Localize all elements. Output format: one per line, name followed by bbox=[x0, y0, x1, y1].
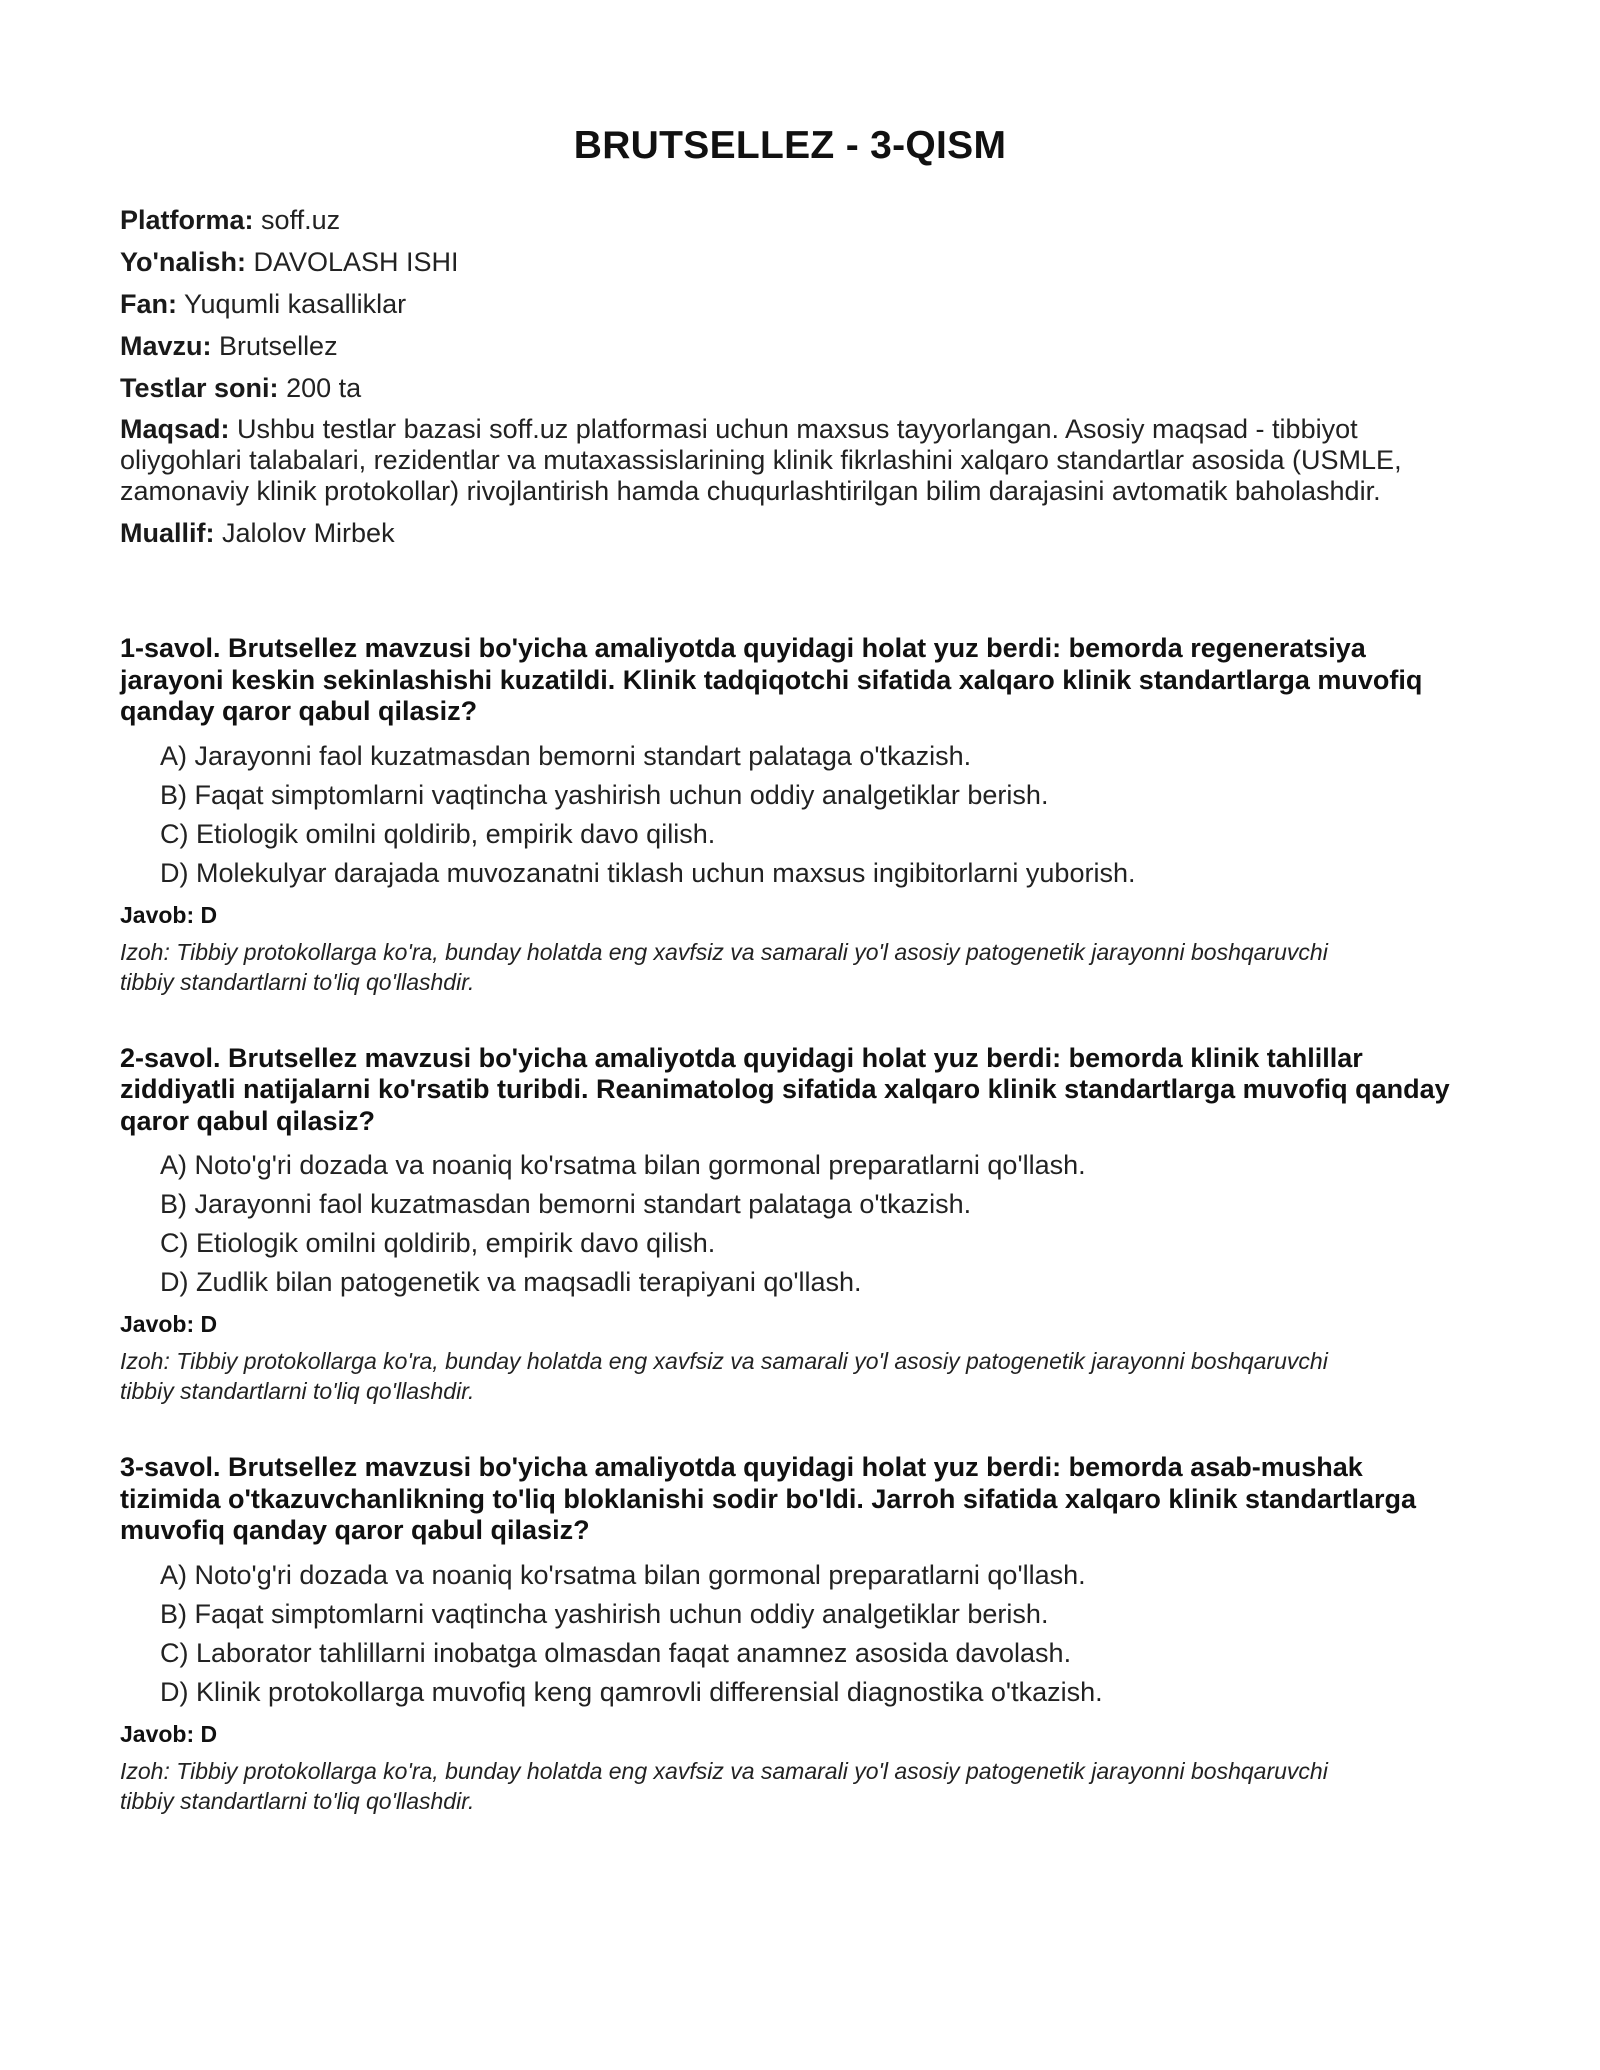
meta-label: Mavzu: bbox=[120, 331, 212, 361]
explanation: Izoh: Tibbiy protokollarga ko'ra, bunday holatda eng xavfsiz va samarali yo'l asosiy patogenetik jarayonni boshqaruvchi tibbiy standartlarni to'liq qo'llashdir. bbox=[120, 1348, 1328, 1404]
question-text: 3-savol. Brutsellez mavzusi bo'yicha amaliyotda quyidagi holat yuz berdi: bemorda asab-mushak tizimida o'tkazuvchanlikning to'liq bloklanishi sodir bo'ldi. Jarroh sifatida xalqaro klinik standartlarga muvofiq qanday qaror qabul qilasiz? bbox=[120, 1452, 1417, 1545]
meta-label: Muallif: bbox=[120, 518, 215, 548]
meta-platforma bbox=[120, 204, 1460, 236]
question-text: 2-savol. Brutsellez mavzusi bo'yicha amaliyotda quyidagi holat yuz berdi: bemorda klinik tahlillar ziddiyatli natijalarni ko'rsatib turibdi. Reanimatolog sifatida xalqaro klinik standartlarga muvofiq qanday qaror qabul qilasiz? bbox=[120, 1042, 1450, 1136]
option-c: C) Etiologik omilni qoldirib, empirik davo qilish. bbox=[160, 818, 716, 849]
answer-label: Javob: D bbox=[120, 901, 218, 928]
questions-list bbox=[120, 633, 1460, 1816]
option-d: D) Zudlik bilan patogenetik va maqsadli terapiyani qo'llash. bbox=[160, 1267, 862, 1297]
meta-label: Yo'nalish: bbox=[120, 247, 246, 277]
option-b: B) Faqat simptomlarni vaqtincha yashirish uchun oddiy analgetiklar berish. bbox=[160, 779, 1049, 810]
answer-label: Javob: D bbox=[120, 1720, 218, 1747]
question-text: 1-savol. Brutsellez mavzusi bo'yicha amaliyotda quyidagi holat yuz berdi: bemorda regeneratsiya jarayoni keskin sekinlashishi kuzatildi. Klinik tadqiqotchi sifatida xalqaro klinik standartlarga muvofiq qanday qaror qabul qilasiz? bbox=[120, 633, 1423, 726]
meta-label: Testlar soni: bbox=[120, 373, 279, 403]
meta-value: Yuqumli kasalliklar bbox=[184, 289, 407, 319]
meta-label: Platforma: bbox=[120, 205, 254, 235]
question-3 bbox=[120, 1452, 1460, 1816]
option-a: A) Noto'g'ri dozada va noaniq ko'rsatma bilan gormonal preparatlarni qo'llash. bbox=[160, 1150, 1086, 1180]
meta-testlar-soni bbox=[120, 372, 1460, 404]
meta-value: Brutsellez bbox=[219, 331, 338, 361]
document-page bbox=[120, 0, 1460, 1862]
answer-label: Javob: D bbox=[120, 1311, 218, 1337]
question-2 bbox=[120, 1043, 1460, 1407]
meta-value: 200 ta bbox=[286, 373, 362, 403]
option-d: D) Molekulyar darajada muvozanatni tiklash uchun maxsus ingibitorlarni yuborish. bbox=[160, 857, 1136, 888]
meta-label: Fan: bbox=[120, 289, 177, 319]
metadata-block bbox=[120, 204, 1460, 549]
explanation: Izoh: Tibbiy protokollarga ko'ra, bunday holatda eng xavfsiz va samarali yo'l asosiy patogenetik jarayonni boshqaruvchi tibbiy standartlarni to'liq qo'llashdir. bbox=[120, 1757, 1328, 1814]
meta-mavzu bbox=[120, 330, 1460, 362]
meta-value: DAVOLASH ISHI bbox=[253, 247, 459, 277]
option-d: D) Klinik protokollarga muvofiq keng qamrovli differensial diagnostika o'tkazish. bbox=[160, 1676, 1103, 1707]
explanation: Izoh: Tibbiy protokollarga ko'ra, bunday holatda eng xavfsiz va samarali yo'l asosiy patogenetik jarayonni boshqaruvchi tibbiy standartlarni to'liq qo'llashdir. bbox=[120, 938, 1328, 995]
meta-value: Jalolov Mirbek bbox=[222, 518, 395, 548]
meta-yonalish bbox=[120, 246, 1460, 278]
question-1 bbox=[120, 633, 1460, 997]
meta-maqsad bbox=[120, 414, 1460, 507]
option-b: B) Jarayonni faol kuzatmasdan bemorni standart palataga o'tkazish. bbox=[160, 1189, 972, 1219]
option-b: B) Faqat simptomlarni vaqtincha yashirish uchun oddiy analgetiklar berish. bbox=[160, 1598, 1049, 1629]
meta-value: soff.uz bbox=[261, 205, 341, 235]
meta-muallif bbox=[120, 517, 1460, 549]
meta-label: Maqsad: bbox=[120, 414, 230, 444]
option-c: C) Etiologik omilni qoldirib, empirik davo qilish. bbox=[160, 1228, 716, 1258]
meta-fan bbox=[120, 288, 1460, 320]
option-a: A) Jarayonni faol kuzatmasdan bemorni standart palataga o'tkazish. bbox=[160, 740, 972, 771]
option-c: C) Laborator tahlillarni inobatga olmasdan faqat anamnez asosida davolash. bbox=[160, 1637, 1072, 1668]
option-a: A) Noto'g'ri dozada va noaniq ko'rsatma bilan gormonal preparatlarni qo'llash. bbox=[160, 1559, 1086, 1590]
document-title: BRUTSELLEZ - 3-QISM bbox=[573, 124, 1007, 167]
meta-value: Ushbu testlar bazasi soff.uz platformasi uchun maxsus tayyorlangan. Asosiy maqsad - tibbiyot oliygohlari talabalari, rezidentlar va mutaxassislarining klinik fikrlashini xalqaro standartlar asosida (USMLE, zamonaviy klinik protokollar) rivojlantirish hamda chuqurlashtirilgan bilim darajasini avtomatik baholashdir. bbox=[120, 414, 1402, 506]
